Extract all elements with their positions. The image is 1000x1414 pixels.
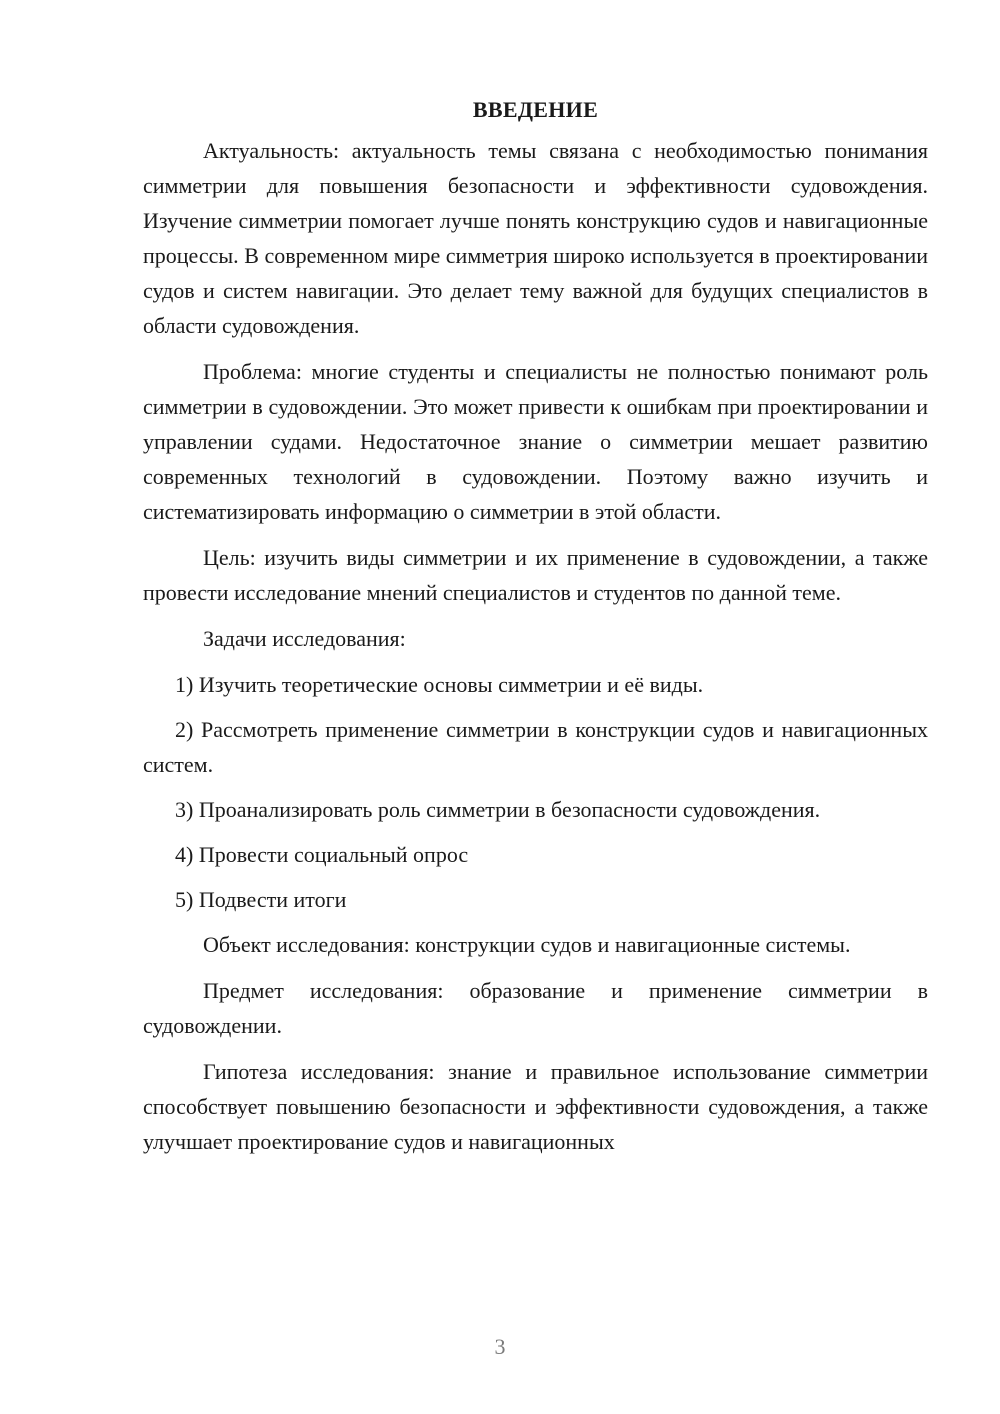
document-page (143, 92, 928, 1170)
subject-paragraph: Предмет исследования: образование и применение симметрии в судовождении. (143, 978, 928, 1038)
tasks-heading: Задачи исследования: (203, 626, 406, 651)
task-item-3: 3) Проанализировать роль симметрии в безопасности судовождения. (175, 797, 821, 822)
problem-paragraph: Проблема: многие студенты и специалисты не полностью понимают роль симметрии в судовождении. Это может привести к ошибкам при проектировании и управлении судами. Недостаточное знание о симметрии мешает развитию современных технологий в судовождении. Поэтому важно изучить и систематизировать информацию о симметрии в этой области. (143, 359, 928, 524)
hypothesis-paragraph: Гипотеза исследования: знание и правильное использование симметрии способствует повышению безопасности и эффективности судовождения, а также улучшает проектирование судов и навигационных (143, 1059, 928, 1154)
task-item-4: 4) Провести социальный опрос (175, 842, 469, 867)
task-item-2: 2) Рассмотреть применение симметрии в конструкции судов и навигационных систем. (143, 717, 928, 777)
goal-paragraph: Цель: изучить виды симметрии и их применение в судовождении, а также провести исследование мнений специалистов и студентов по данной теме. (143, 545, 928, 605)
task-item-5: 5) Подвести итоги (175, 887, 347, 912)
task-item-1: 1) Изучить теоретические основы симметрии и её виды. (175, 672, 704, 697)
page-number: 3 (494, 1334, 506, 1359)
relevance-paragraph: Актуальность: актуальность темы связана с необходимостью понимания симметрии для повышения безопасности и эффективности судовождения. Изучение симметрии помогает лучше понять конструкцию судов и навигационные процессы. В современном мире симметрия широко используется в проектировании судов и систем навигации. Это делает тему важной для будущих специалистов в области судовождения. (143, 138, 928, 338)
object-paragraph: Объект исследования: конструкции судов и навигационные системы. (203, 932, 851, 957)
section-title: ВВЕДЕНИЕ (472, 97, 599, 122)
